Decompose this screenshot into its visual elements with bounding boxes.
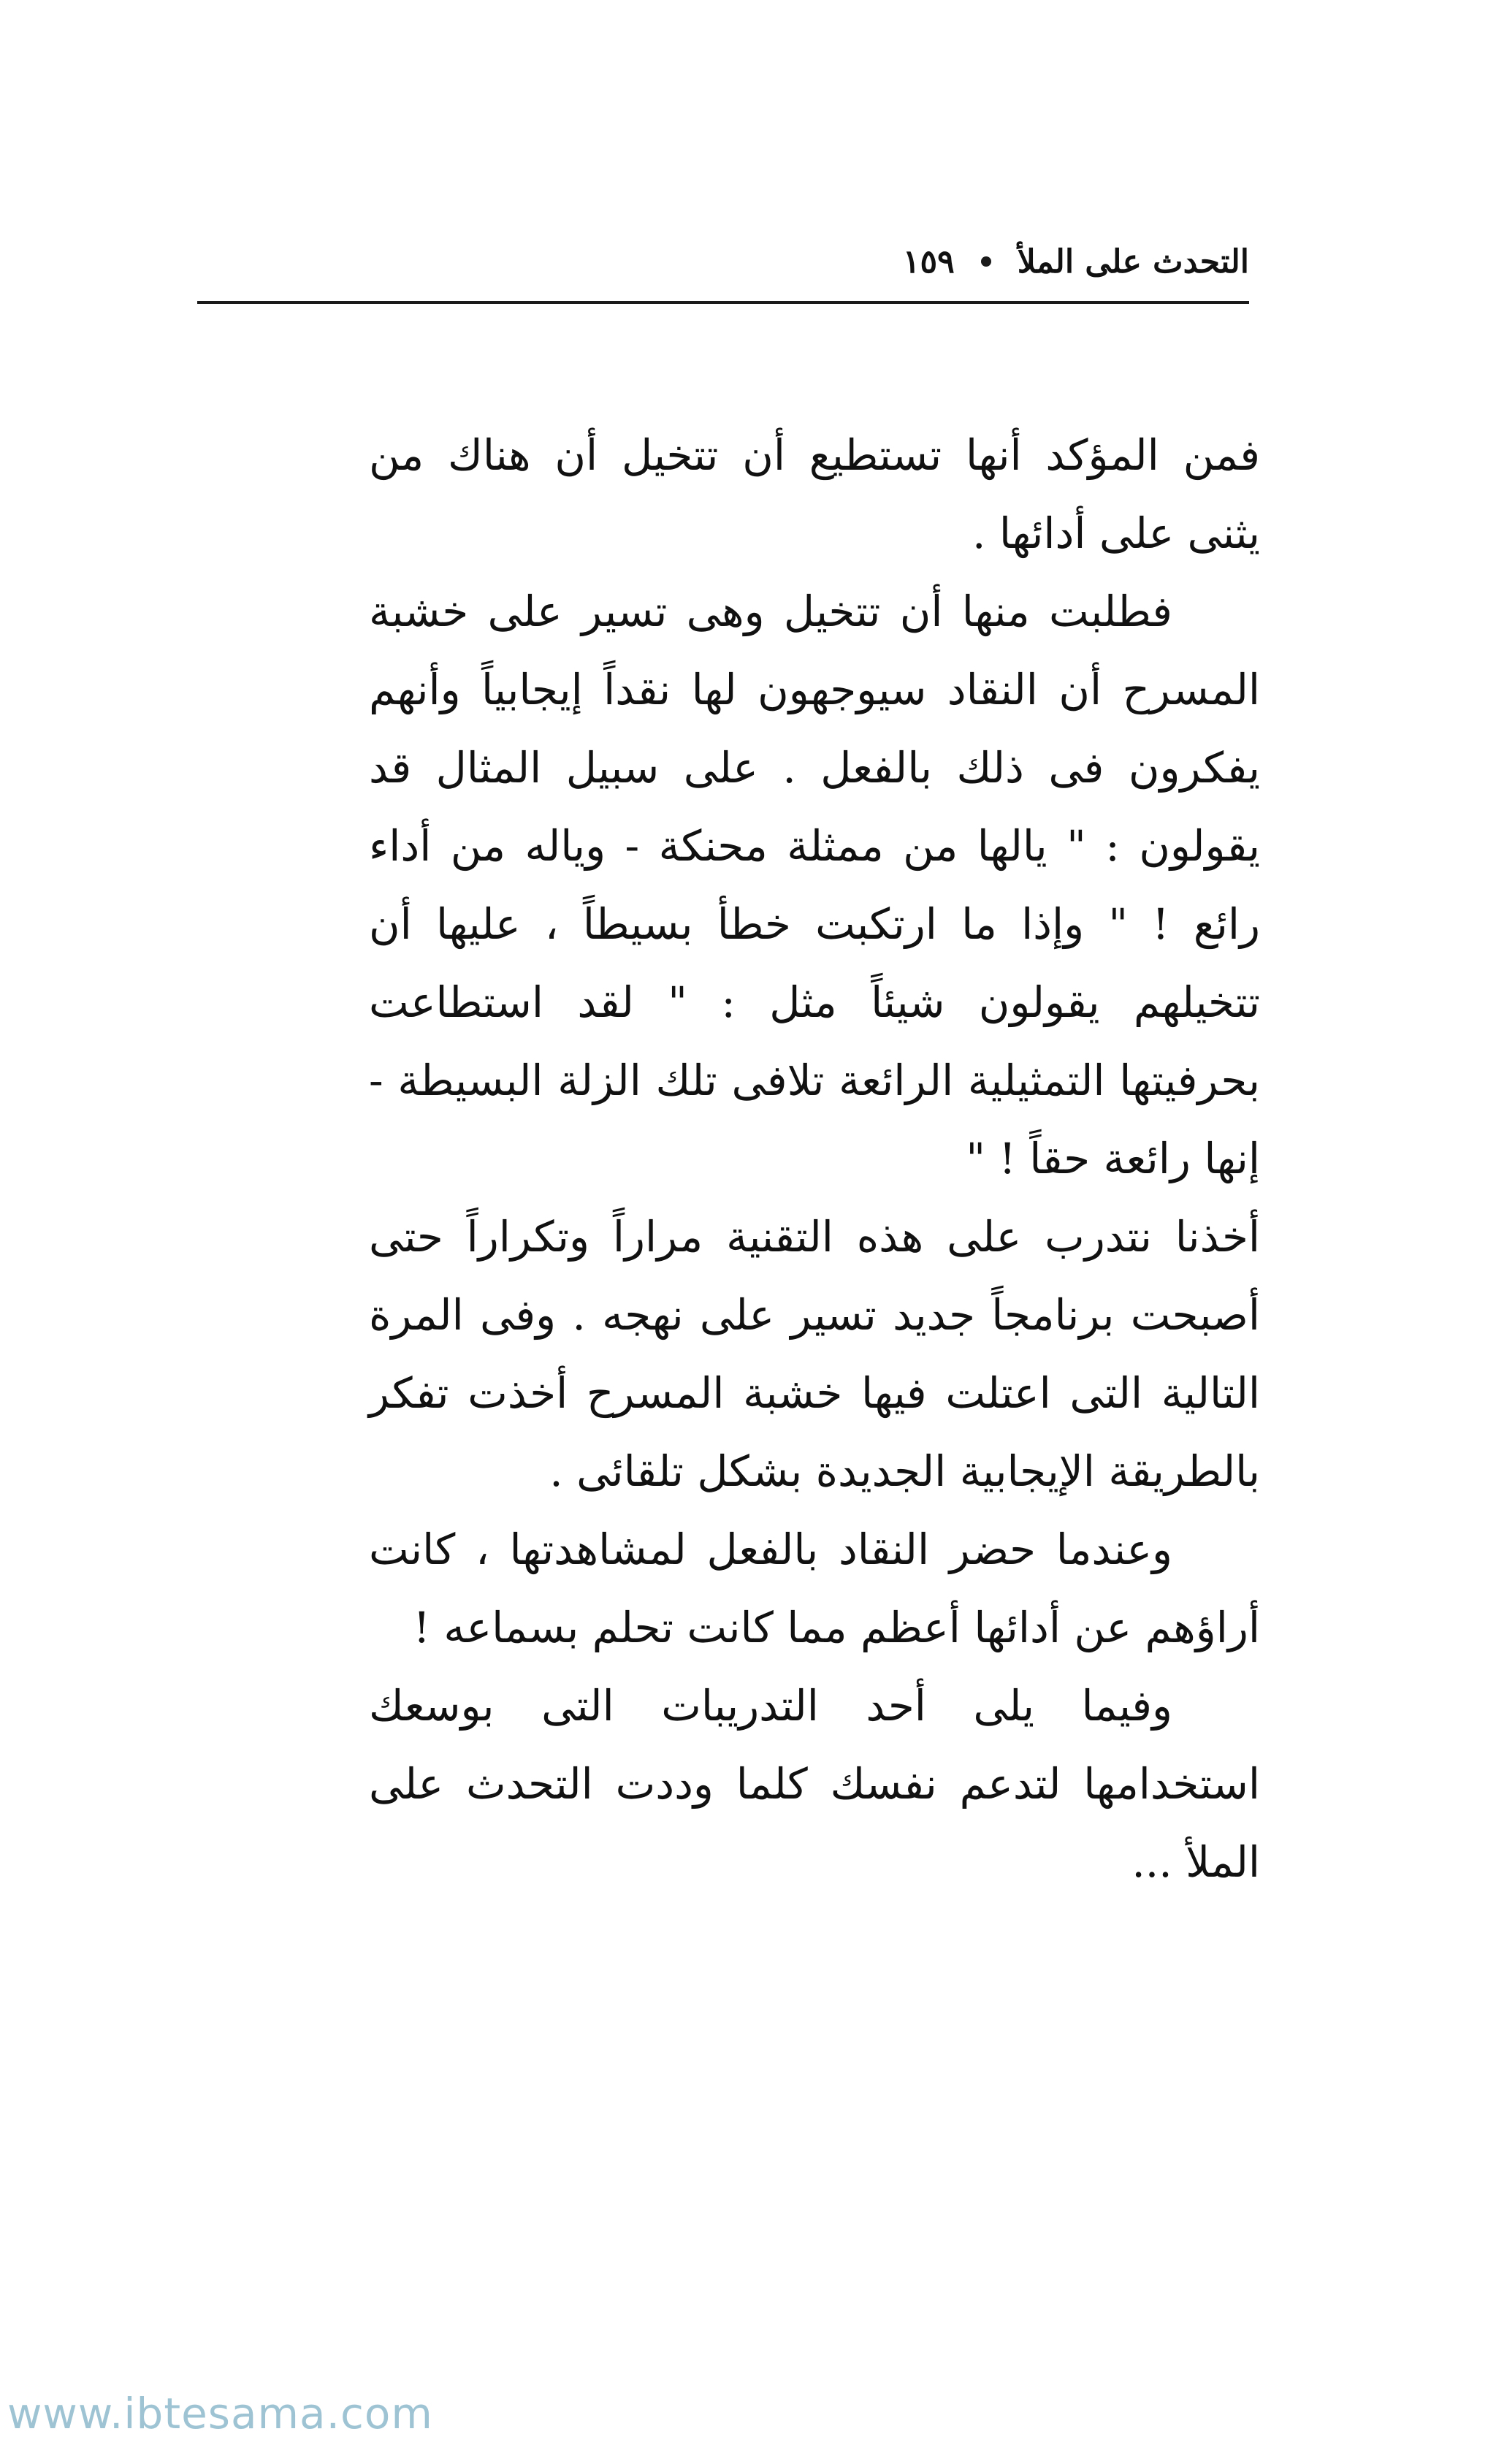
paragraph: وفيما يلى أحد التدريبات التى بوسعك استخدامها لتدعم نفسك كلما وددت التحدث على الملأ ... — [369, 1681, 1260, 1887]
paragraph: أخذنا نتدرب على هذه التقنية مراراً وتكراراً حتى أصبحت برنامجاً جديد تسير على نهجه . وفى المرة التالية التى اعتلت فيها خشبة المسرح أخذت تفكر بالطريقة الإيجابية الجديدة بشكل تلقائى . — [369, 1212, 1260, 1496]
chapter-title: التحدث على الملأ — [1017, 243, 1249, 281]
body-text — [369, 416, 1260, 1902]
watermark-url: www.ibtesama.com — [7, 2389, 433, 2438]
page-number: ١٥٩ — [902, 243, 955, 281]
paragraph: وعندما حضر النقاد بالفعل لمشاهدتها ، كانت أراؤهم عن أدائها أعظم مما كانت تحلم بسماعه ! — [369, 1525, 1260, 1652]
paragraph: فطلبت منها أن تتخيل وهى تسير على خشبة المسرح أن النقاد سيوجهون لها نقداً إيجابياً وأنهم يفكرون فى ذلك بالفعل . على سبيل المثال قد يقولون : " يالها من ممثلة محنكة - وياله من أداء رائع ! " وإذا ما ارتكبت خطأ بسيطاً ، عليها أن تتخيلهم يقولون شيئاً مثل : " لقد استطاعت بحرفيتها التمثيلية الرائعة تلافى تلك الزلة البسيطة - إنها رائعة حقاً ! " — [369, 587, 1260, 1183]
running-header — [205, 232, 1249, 291]
bullet-separator — [981, 256, 991, 267]
paragraph: فمن المؤكد أنها تستطيع أن تتخيل أن هناك من يثنى على أدائها . — [369, 430, 1260, 558]
header-divider — [197, 301, 1249, 304]
